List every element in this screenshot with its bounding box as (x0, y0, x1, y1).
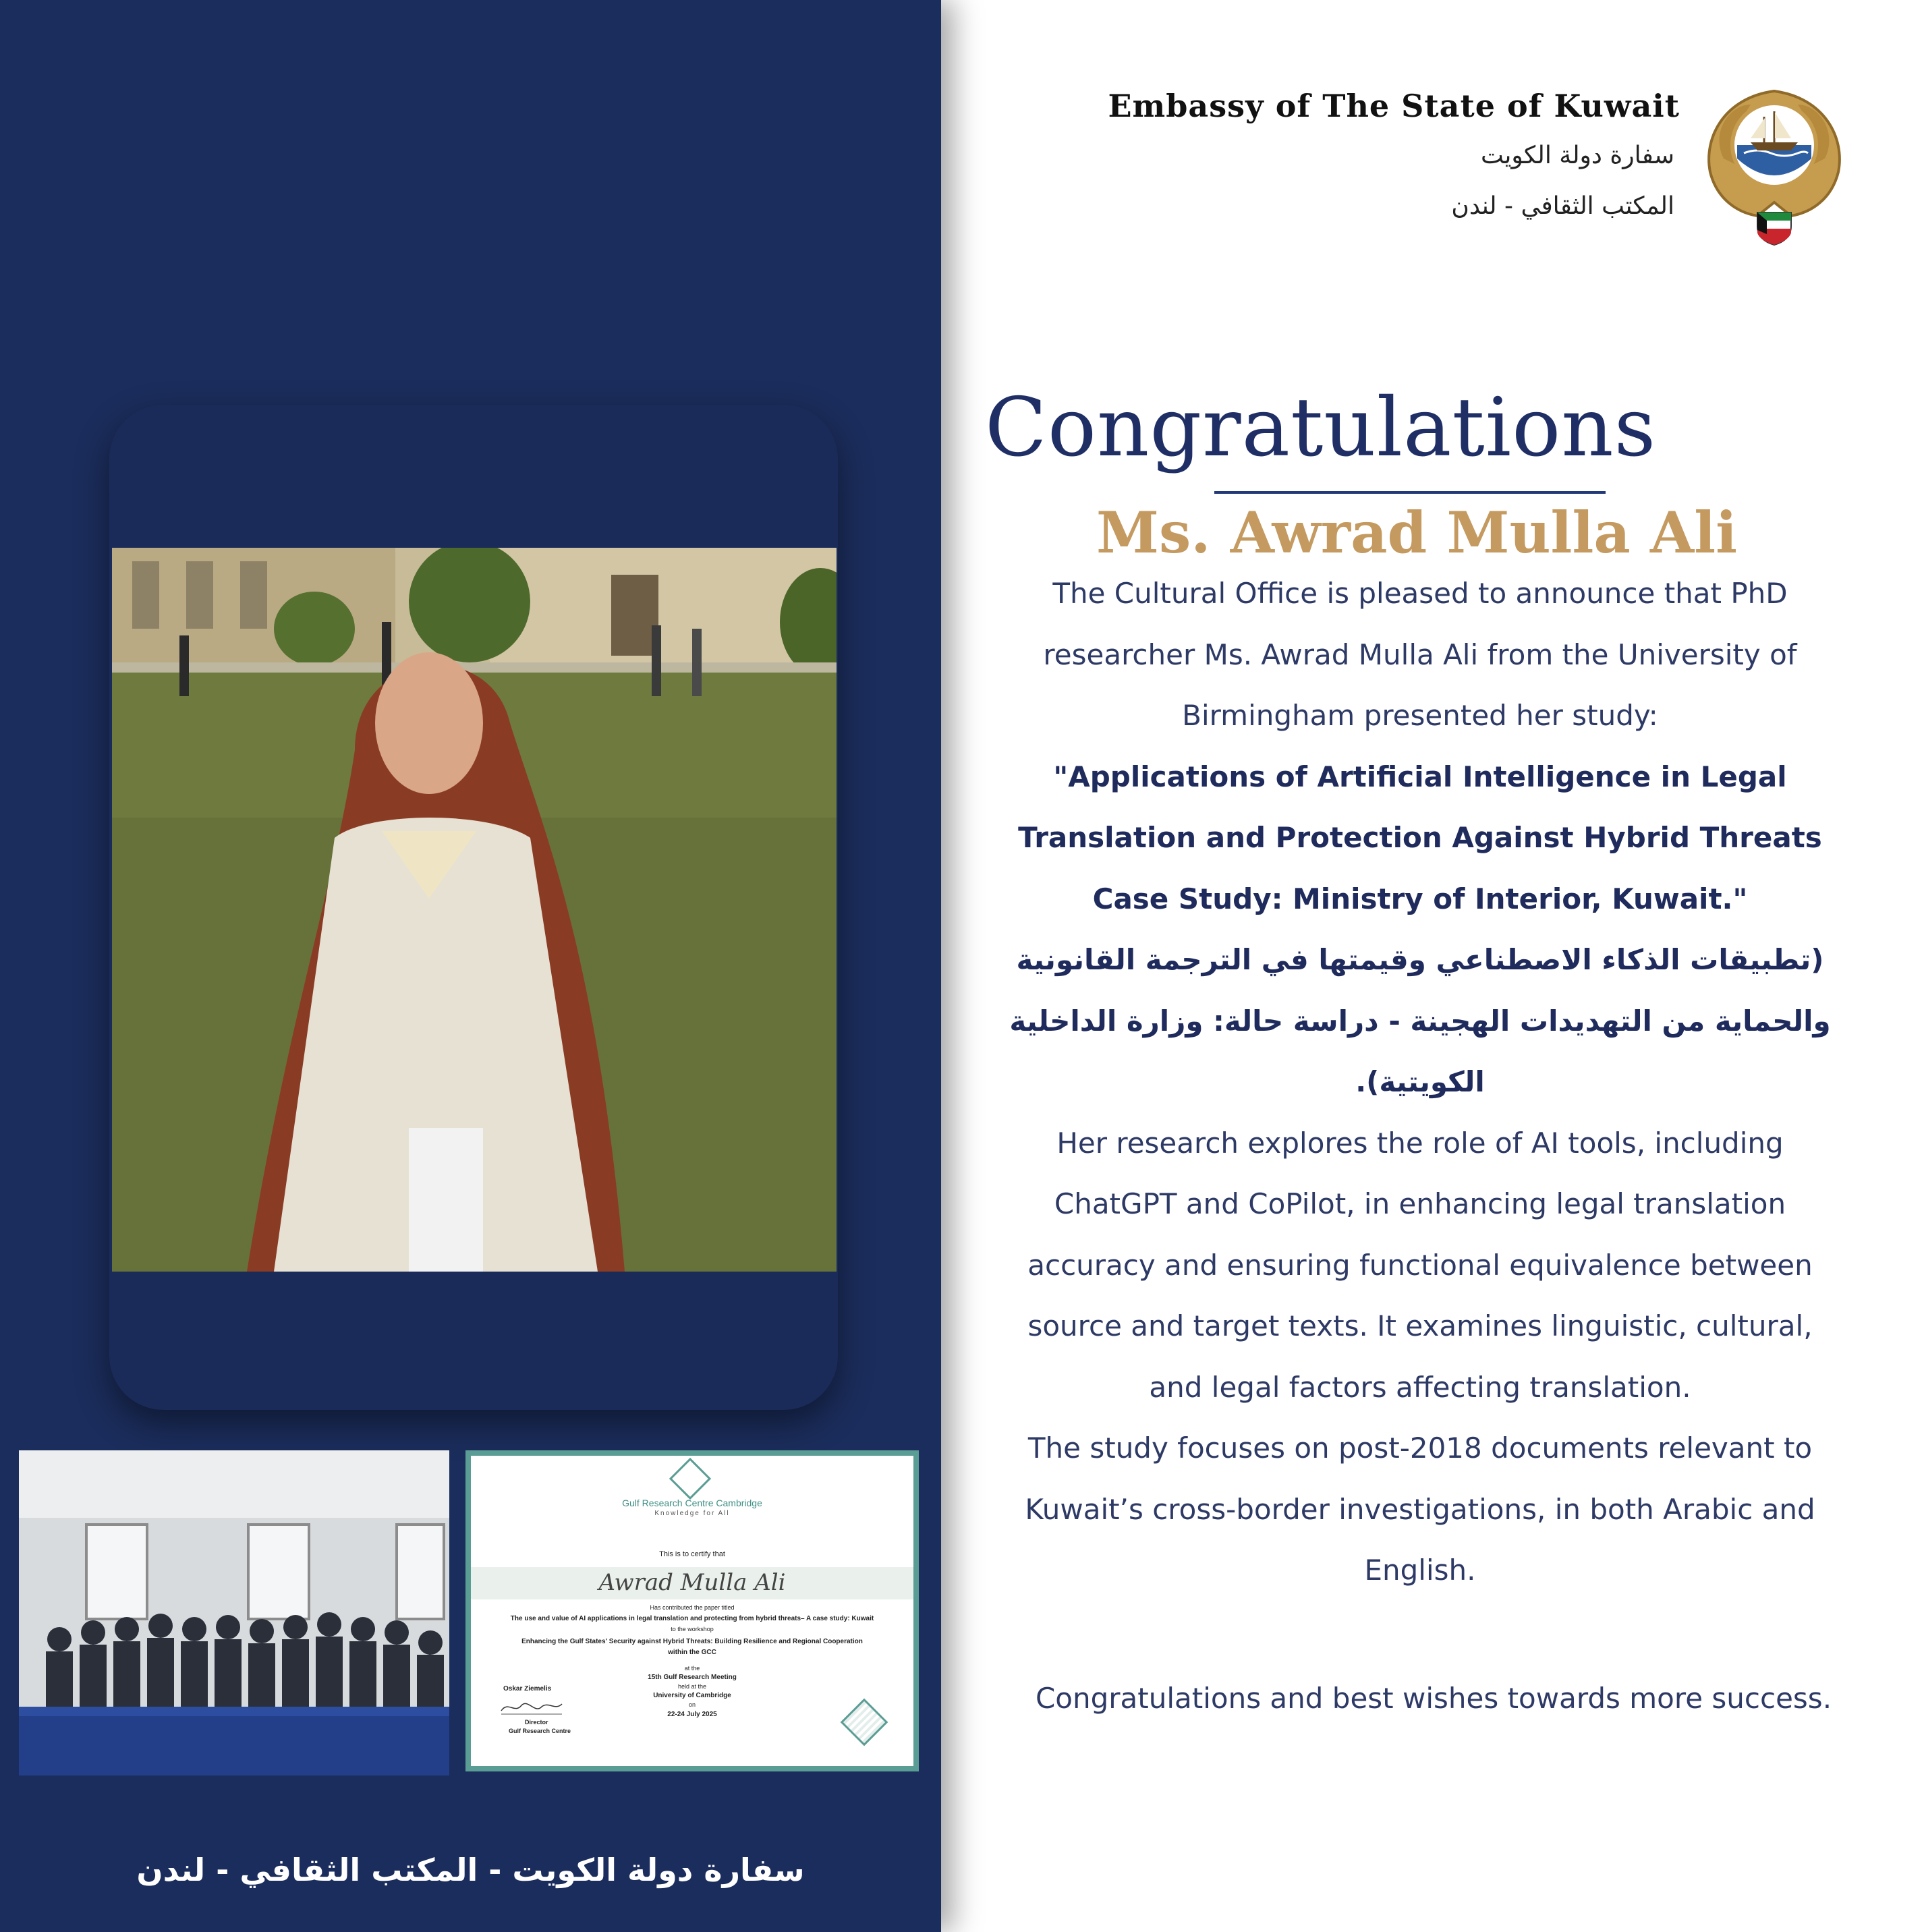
announcement-body (985, 563, 1855, 1601)
signature-icon (498, 1697, 565, 1716)
footer-arabic: سفارة دولة الكويت - المكتب الثقافي - لندن (136, 1852, 805, 1888)
study-title-ar-line: (تطبيقات الذكاء الاصطناعي وقيمتها في الترجمة القانونية (1016, 943, 1824, 976)
focus-line: Kuwait’s cross-border investigations, in both Arabic and (1025, 1492, 1815, 1526)
cultural-office-ar: المكتب الثقافي - لندن (1451, 192, 1674, 220)
certificate-signer-org: Gulf Research Centre (509, 1728, 571, 1734)
certificate-contributed: Has contributed the paper titled (650, 1604, 735, 1611)
certificate-meeting: 15th Gulf Research Meeting (648, 1674, 737, 1681)
page-title: Congratulations (985, 381, 1657, 475)
certificate-certify: This is to certify that (659, 1550, 725, 1558)
study-title-ar-line: الكويتية). (1355, 1065, 1485, 1098)
intro-line: The Cultural Office is pleased to announce that PhD (1052, 577, 1788, 610)
certificate-held-at: held at the (677, 1683, 707, 1690)
certificate-to-workshop: to the workshop (671, 1626, 714, 1632)
honoree-name: Ms. Awrad Mulla Ali (1096, 499, 1738, 566)
left-panel (0, 0, 941, 1932)
certificate-signer-title: Director (525, 1719, 548, 1726)
group-photo (19, 1450, 449, 1775)
research-line: Her research explores the role of AI tools, including (1056, 1126, 1784, 1160)
research-line: and legal factors affecting translation. (1149, 1370, 1691, 1404)
certificate-signer: Oskar Ziemelis (503, 1685, 552, 1693)
study-title-line: Case Study: Ministry of Interior, Kuwait." (1092, 882, 1748, 915)
certificate-workshop-1: Enhancing the Gulf States' Security against Hybrid Threats: Building Resilience and Regional Cooperation (521, 1638, 863, 1645)
certificate-org: Gulf Research Centre Cambridge (622, 1498, 762, 1508)
research-line: accuracy and ensuring functional equivalence between (1027, 1248, 1813, 1282)
certificate (465, 1450, 919, 1771)
certificate-dates: 22-24 July 2025 (667, 1711, 717, 1718)
certificate-university: University of Cambridge (653, 1692, 731, 1699)
certificate-at-the: at the (684, 1665, 700, 1672)
research-line: ChatGPT and CoPilot, in enhancing legal translation (1054, 1187, 1786, 1220)
research-line: source and target texts. It examines linguistic, cultural, (1027, 1309, 1813, 1342)
certificate-logo-icon (669, 1458, 711, 1500)
certificate-workshop-2: within the GCC (668, 1649, 716, 1656)
study-title-line: "Applications of Artificial Intelligence in Legal (1053, 760, 1787, 793)
portrait-photo (112, 548, 837, 1272)
kuwait-emblem-icon (1697, 78, 1852, 246)
study-title-ar-line: والحماية من التهديدات الهجينة - دراسة حالة: وزارة الداخلية (1009, 1004, 1831, 1038)
study-title-line: Translation and Protection Against Hybrid Threats (1018, 821, 1822, 854)
intro-line: researcher Ms. Awrad Mulla Ali from the University of (1043, 637, 1797, 671)
certificate-name: Awrad Mulla Ali (598, 1569, 786, 1596)
certificate-on: on (688, 1701, 696, 1708)
closing-message: Congratulations and best wishes towards more success. (1035, 1682, 1832, 1715)
certificate-paper: The use and value of AI applications in legal translation and protecting from hybrid threats– A case study: Kuwait (510, 1615, 874, 1622)
focus-line: The study focuses on post-2018 documents relevant to (1027, 1431, 1813, 1465)
intro-line: Birmingham presented her study: (1182, 699, 1658, 732)
focus-line: English. (1364, 1554, 1476, 1587)
embassy-name-ar: سفارة دولة الكويت (1481, 142, 1674, 169)
certificate-tagline: Knowledge for All (654, 1510, 730, 1517)
embassy-name-en: Embassy of The State of Kuwait (1108, 88, 1680, 124)
title-divider (1214, 491, 1606, 494)
